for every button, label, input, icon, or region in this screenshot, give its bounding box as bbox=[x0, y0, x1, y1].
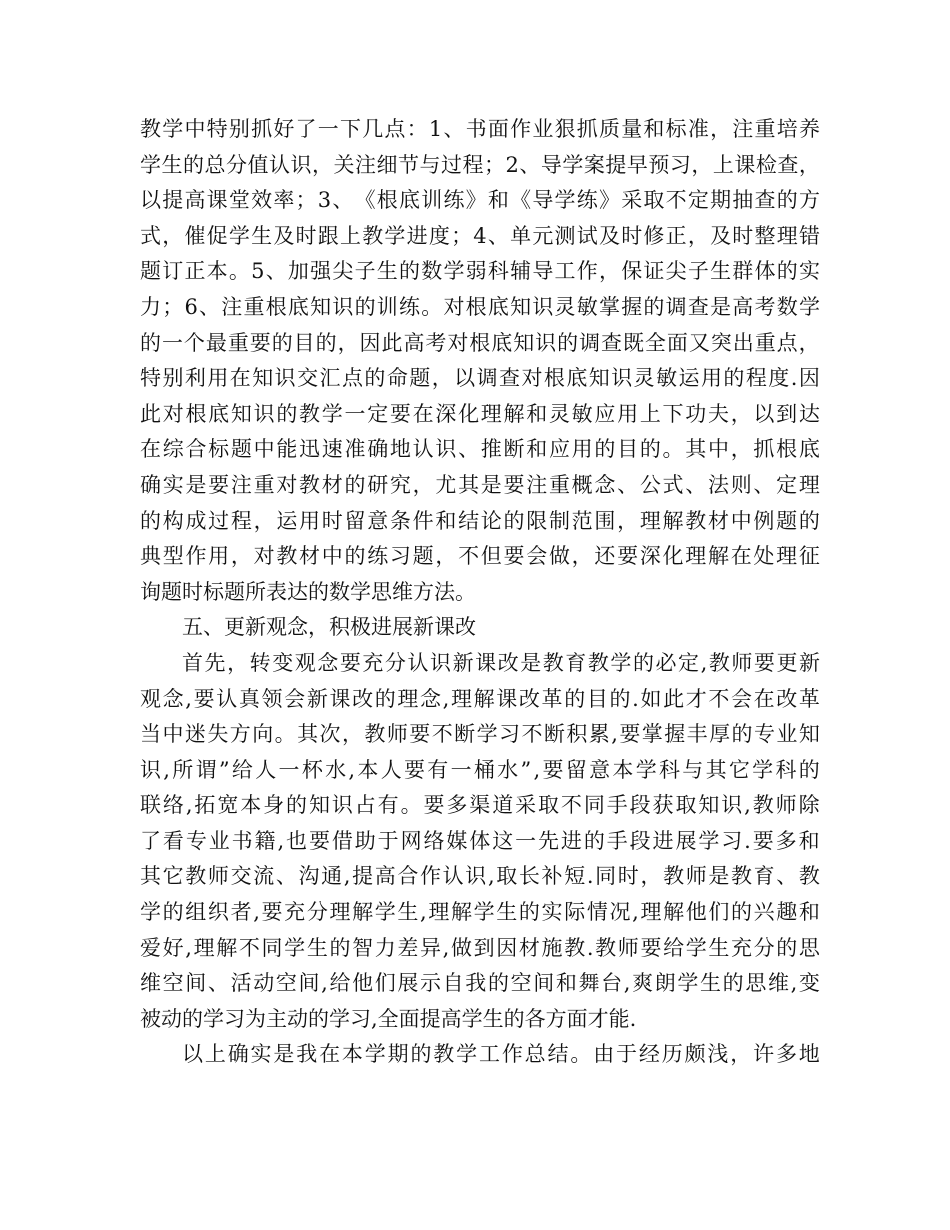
text-line: 识 , 所 谓 ” 给 人 一 杯 水 , 本 人 要 有 一 桶 水 ” , 要 留 意 本 学 科 与 其 它 学 科 的 bbox=[140, 757, 820, 782]
text-line: 当 中 迷 失 方 向 。 其 次 ， 教 师 要 不 断 学 习 不 断 积 累 , 要 掌 握 丰 厚 的 专 业 知 bbox=[140, 722, 820, 747]
text-line: 特 别 利 用 在 知 识 交 汇 点 的 命 题 ， 以 调 查 对 根 底 知 识 灵 敏 运 用 的 程 度 . 因 bbox=[140, 366, 820, 391]
text-line: 在 综 合 标 题 中 能 迅 速 准 确 地 认 识 、 推 断 和 应 用 的 目 的 。 其 中 ， 抓 根 底 bbox=[140, 437, 820, 462]
text-line: 观 念 , 要 认 真 领 会 新 课 改 的 理 念 , 理 解 课 改 革 的 目 的 . 如 此 才 不 会 在 改 革 bbox=[140, 686, 820, 711]
text-line: 了 看 专 业 书 籍 , 也 要 借 助 于 网 络 媒 体 这 一 先 进 的 手 段 进 展 学 习 . 要 多 和 bbox=[140, 828, 820, 853]
text-line: 的 构 成 过 程 ， 运 用 时 留 意 条 件 和 结 论 的 限 制 范 围 ， 理 解 教 材 中 例 题 的 bbox=[140, 508, 820, 533]
text-line: 询题时标题所表达的数学思维方法。 bbox=[140, 579, 476, 604]
text-line: 式 ， 催 促 学 生 及 时 跟 上 教 学 进 度 ； 4 、 单 元 测 试 及 时 修 正 ， 及 时 整 理 错 bbox=[140, 223, 820, 248]
text-line: 维 空 间 、 活 动 空 间 , 给 他 们 展 示 自 我 的 空 间 和 舞 台 , 爽 朗 学 生 的 思 维 , 变 bbox=[140, 971, 820, 996]
text-line: 以 提 高 课 堂 效 率 ； 3 、 《 根 底 训 练 》 和 《 导 学 练 》 采 取 不 定 期 抽 查 的 方 bbox=[140, 188, 820, 213]
text-line: 典 型 作 用 ， 对 教 材 中 的 练 习 题 ， 不 但 要 会 做 ， 还 要 深 化 理 解 在 处 理 征 bbox=[140, 544, 820, 569]
text-line: 首 先 ， 转 变 观 念 要 充 分 认 识 新 课 改 是 教 育 教 学 的 必 定 , 教 师 要 更 新 bbox=[182, 650, 820, 675]
text-line: 爱 好 , 理 解 不 同 学 生 的 智 力 差 异 , 做 到 因 材 施 教 . 教 师 要 给 学 生 充 分 的 思 bbox=[140, 935, 820, 960]
body-text bbox=[140, 112, 820, 1073]
text-line: 的 一 个 最 重 要 的 目 的 ， 因 此 高 考 对 根 底 知 识 的 调 查 既 全 面 又 突 出 重 点 ， bbox=[140, 330, 820, 355]
text-line: 联 络 , 拓 宽 本 身 的 知 识 占 有 。 要 多 渠 道 采 取 不 同 手 段 获 取 知 识 , 教 师 除 bbox=[140, 793, 820, 818]
text-line: 学 的 组 织 者 , 要 充 分 理 解 学 生 , 理 解 学 生 的 实 际 情 况 , 理 解 他 们 的 兴 趣 和 bbox=[140, 900, 820, 925]
text-line: 以 上 确 实 是 我 在 本 学 期 的 教 学 工 作 总 结 。 由 于 经 历 颇 浅 ， 许 多 地 bbox=[182, 1042, 820, 1067]
text-line: 被动的学习为主动的学习,全面提高学生的各方面才能. bbox=[140, 1006, 637, 1031]
text-line: 其 它 教 师 交 流 、 沟 通 , 提 高 合 作 认 识 , 取 长 补 短 . 同 时 ， 教 师 是 教 育 、 教 bbox=[140, 864, 820, 889]
text-line: 确 实 是 要 注 重 对 教 材 的 研 究 ， 尤 其 是 要 注 重 概 念 、 公 式 、 法 则 、 定 理 bbox=[140, 472, 820, 497]
text-line: 教 学 中 特 别 抓 好 了 一 下 几 点 ： 1 、 书 面 作 业 狠 抓 质 量 和 标 准 ， 注 重 培 养 bbox=[140, 117, 820, 141]
text-line: 力 ； 6 、 注 重 根 底 知 识 的 训 练 。 对 根 底 知 识 灵 敏 掌 握 的 调 查 是 高 考 数 学 bbox=[140, 294, 820, 319]
text-line: 五、更新观念，积极进展新课改 bbox=[182, 615, 476, 640]
text-line: 题 订 正 本 。 5 、 加 强 尖 子 生 的 数 学 弱 科 辅 导 工 作 ， 保 证 尖 子 生 群 体 的 实 bbox=[140, 259, 820, 284]
text-line: 此 对 根 底 知 识 的 教 学 一 定 要 在 深 化 理 解 和 灵 敏 应 用 上 下 功 夫 ， 以 到 达 bbox=[140, 401, 820, 426]
text-line: 学 生 的 总 分 值 认 识 ， 关 注 细 节 与 过 程 ； 2 、 导 学 案 提 早 预 习 ， 上 课 检 查 ， bbox=[140, 152, 820, 177]
